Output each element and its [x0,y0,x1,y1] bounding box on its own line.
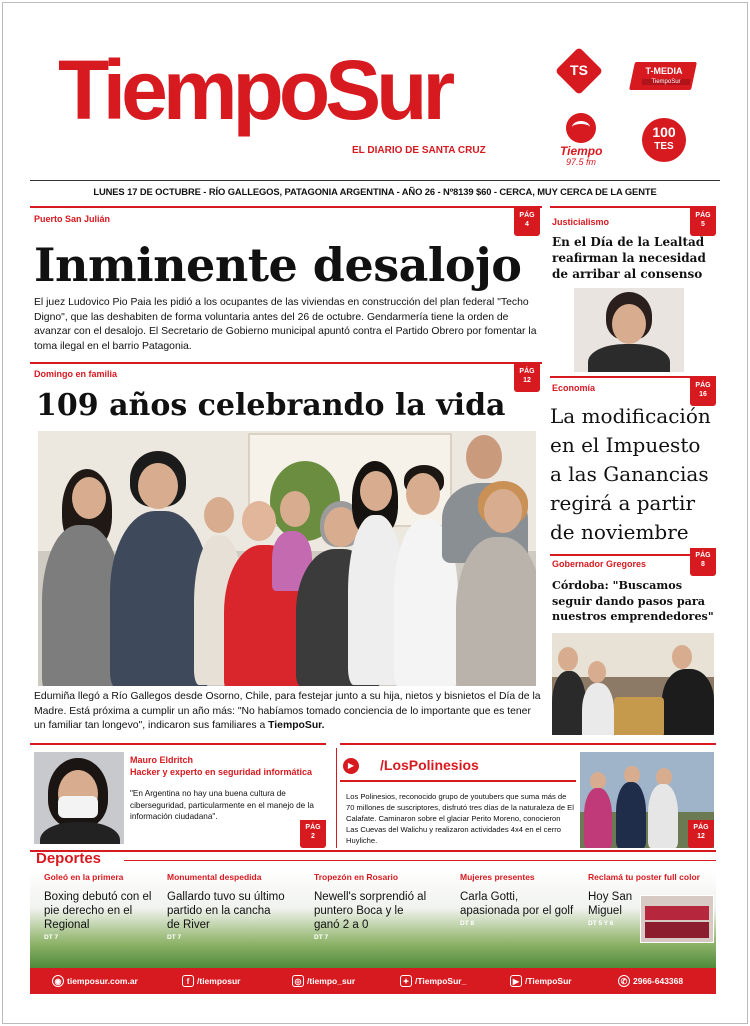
facebook-icon: f [182,975,194,987]
just-photo [574,288,684,372]
just-kicker: Justicialismo [552,217,610,227]
interview-role: Hacker y experto en seguridad informática [130,767,313,777]
polinesios-divider [336,748,337,848]
feature-caption-brand: TiempoSur. [268,720,325,732]
ts-badge-text: TS [570,62,588,78]
deportes-title: Deportes [36,850,102,867]
polinesios-page-label: PÁG [693,824,709,831]
footer-youtube[interactable] [510,974,572,988]
interview-photo [34,752,124,844]
person-4-face [242,501,276,541]
lead-page-number: 4 [525,221,529,228]
econ-kicker: Economía [552,383,596,393]
dateline-top-rule [30,180,720,181]
radio-tiempo-freq: 97.5 fm [566,157,597,167]
feature-page-number: 12 [523,377,531,384]
sport-item-1[interactable] [44,872,162,941]
lead-page-label: PÁG [519,212,535,219]
just-photo-face [612,304,646,344]
deportes-title-rule [124,860,716,861]
lower-rule-right [340,743,716,745]
footer-web-text: tiemposur.com.ar [67,976,138,986]
greg-page-badge[interactable] [690,548,716,576]
greg-headline[interactable]: Córdoba: "Buscamos seguir dando pasos para nuestros emprendedores" [552,578,714,623]
just-headline[interactable]: En el Día de la Lealtad reafirman la necesidad de arribar al consenso [552,235,706,281]
youtube-icon: ▶ [510,975,522,987]
footer-twitter[interactable] [400,974,466,988]
greg-person-2-face [588,661,606,683]
feature-caption [34,690,544,734]
sport-item-4-page: DT 8 [460,920,475,927]
feature-page-label: PÁG [519,368,535,375]
instagram-icon: ◎ [292,975,304,987]
greg-person-1-face [558,647,578,671]
person-8-face [406,473,440,515]
person-7-face [360,471,392,511]
lower-rule [30,743,326,745]
sport-item-4-kicker: Mujeres presentes [460,872,535,882]
greg-page-label: PÁG [695,552,711,559]
deportes-top-rule [30,850,716,852]
polinesios-page-badge[interactable] [688,820,714,848]
globe-icon: ◉ [52,975,64,987]
sport-item-2-kicker: Monumental despedida [167,872,262,882]
greg-person-3-face [672,645,692,669]
just-page-label: PÁG [695,212,711,219]
poster-photo[interactable] [640,895,714,943]
whatsapp-icon: ✆ [618,975,630,987]
sport-item-5-kicker: Reclamá tu poster full color [588,872,700,882]
radio-wave-icon [572,121,590,134]
hundred-sub: TES [654,141,674,152]
greg-person-3-body [662,669,714,735]
interview-mask [58,796,98,818]
footer-instagram-text: /tiempo_sur [307,976,356,986]
sport-item-3[interactable] [314,872,432,941]
lead-kicker: Puerto San Julián [34,214,111,224]
person-5-face [280,491,310,527]
just-photo-body [588,344,670,372]
greg-photo [552,633,714,735]
poli-person-1-body [584,788,612,848]
interview-quote: "En Argentina no hay una buena cultura de ciberseguridad, particularmente en el manejo de la información ciudadana". [130,789,314,821]
interview-page-badge[interactable] [300,820,326,848]
tmedia-text: T-MEDIA [645,66,683,76]
econ-page-label: PÁG [695,382,711,389]
econ-page-number: 16 [699,391,707,398]
twitter-icon: ✦ [400,975,412,987]
polinesios-youtube-icon: ▶ [343,758,359,774]
poster-team-row-1 [645,906,709,920]
sport-item-2-text: Gallardo tuvo su último partido en la cancha de River [167,891,285,931]
sport-item-4[interactable] [460,872,578,927]
footer-phone[interactable] [618,974,683,988]
footer-twitter-text: /TiempoSur_ [415,976,467,986]
sport-item-3-text: Newell's sorprendió al puntero Boca y le ganó 2 a 0 [314,891,427,931]
radio-tiempo-name: Tiempo [560,144,603,158]
person-10-face [484,489,522,533]
greg-kicker: Gobernador Gregores [552,559,647,569]
greg-photo-jars [614,697,664,735]
footer-phone-text: 2966-643368 [633,976,684,986]
footer-facebook-text: /tiemposur [197,976,241,986]
sport-item-5-page: DT 5 Y 6 [588,920,614,927]
feature-headline[interactable]: 109 años celebrando la vida [36,388,506,423]
lead-body: El juez Ludovico Pio Paia les pidió a los ocupantes de las viviendas en construcción del plan federal "Techo Digno", que las deshabiten de forma voluntaria antes del 26 de octubre. Gendarmería tiene la orden de avanzar con el desalojo. El Secretario de Gobierno municipal apuntó contra el Partido Obrero por fomentar la toma ilegal en el barrio Patagonia. [34,297,537,352]
sport-item-1-text: Boxing debutó con el pie derecho en el Regional [44,891,152,931]
feature-photo [38,431,536,686]
just-page-badge[interactable] [690,208,716,236]
dateline: LUNES 17 DE OCTUBRE - RÍO GALLEGOS, PATAGONIA ARGENTINA - AÑO 26 - Nº8139 $60 - CERCA, MUY CERCA DE LA GENTE [93,186,657,197]
sport-item-1-page: DT 7 [44,934,59,941]
sport-item-3-kicker: Tropezón en Rosario [314,872,399,882]
sport-item-3-page: DT 7 [314,934,329,941]
polinesios-title[interactable]: /LosPolinesios [380,757,479,773]
sport-item-2-page: DT 7 [167,934,182,941]
sport-item-5-text: Hoy San Miguel [588,891,633,917]
interview-body [40,822,120,844]
polinesios-body: Los Polinesios, reconocido grupo de youtubers que suma más de 70 millones de suscriptores, disfrutó tres días de la naturaleza de El Calafate. Caminaron sobre el glaciar Perito Moreno, conocieron Las Cuevas del Walichu y realizaron actividades 4x4 en el cerro Huyliche. [346,792,574,845]
greg-page-number: 8 [701,561,705,568]
person-1-face [72,477,106,519]
sport-item-2[interactable] [167,872,285,941]
lead-rule [30,206,542,208]
lead-page-badge[interactable] [514,208,540,236]
interview-name: Mauro Eldritch [130,755,194,765]
footer-web[interactable] [52,974,138,988]
masthead-tagline: EL DIARIO DE SANTA CRUZ [352,145,486,156]
person-9-face [466,435,502,479]
feature-caption-text: Edumiña llegó a Río Gallegos desde Osorno, Chile, para festejar junto a su hija, nietos y bisnietos el Día de la Madre. Está próxima a cumplir un año más: "No habíamos tomado conciencia de lo importante que es tener un familiar tan longevo", indicaron sus familiares a [34,691,541,732]
hundred-text: 100 [652,124,676,140]
interview-page-number: 2 [311,833,315,840]
poli-person-2-body [616,782,646,848]
person-2-face [138,463,178,509]
just-page-number: 5 [701,221,705,228]
footer-youtube-text: /TiempoSur [525,976,572,986]
footer-instagram[interactable] [292,974,355,988]
feature-kicker: Domingo en familia [34,369,118,379]
feature-rule [30,362,542,364]
sport-item-4-text: Carla Gotti, apasionada por el golf [460,891,574,917]
poli-person-3-body [648,784,678,848]
footer-facebook[interactable] [182,974,240,988]
poster-team-row-2 [645,922,709,938]
econ-headline[interactable]: La modificación en el Impuesto a las Ganancias regirá a partir de noviembre [550,404,711,544]
lead-headline[interactable]: Inminente desalojo [34,238,522,292]
tmedia-sub: TiempoSur [642,79,690,85]
person-10-body [456,537,536,686]
greg-person-1-body [552,671,586,735]
interview-page-label: PÁG [305,824,321,831]
feature-page-badge[interactable] [514,364,540,392]
person-3-face [204,497,234,533]
masthead-logo[interactable]: TiempoSur [58,43,451,137]
polinesios-page-number: 12 [697,833,705,840]
sport-item-1-kicker: Goleó en la primera [44,872,124,882]
greg-person-2-body [582,683,614,735]
